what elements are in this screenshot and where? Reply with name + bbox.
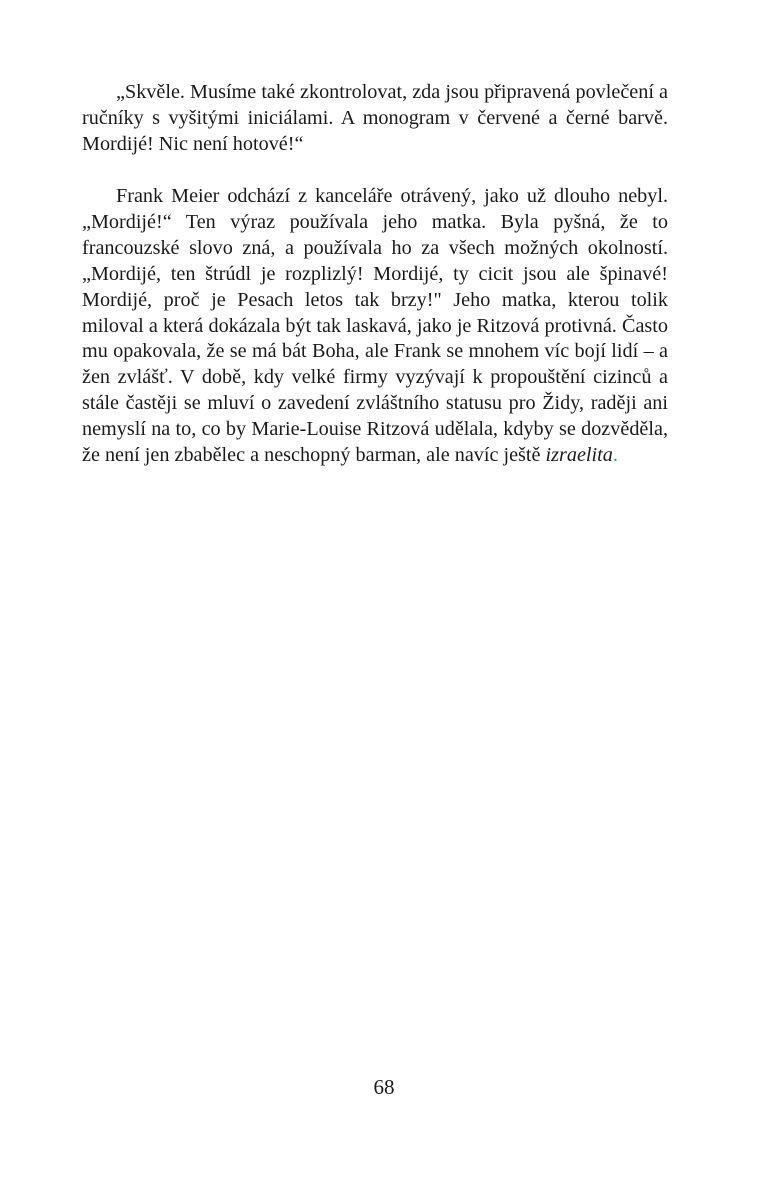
- paragraph-2-text: Frank Meier odchází z kanceláře otrávený, jako už dlouho nebyl. „Mordijé!“ Ten výraz používala jeho matka. Byla pyšná, že to francouzské slovo zná, a používala ho za všech možných okolností. „Mordijé, ten štrúdl je rozplizlý! Mordijé, ty cicit jsou ale špinavé! Mordijé, proč je Pesach letos tak brzy!" Jeho matka, kterou tolik miloval a která dokázala být tak laskavá, jako je Ritzová protivná. Často mu opakovala, že se má bát Boha, ale Frank se mnohem víc bojí lidí – a žen zvlášť. V době, kdy velké firmy vyzývají k propouštění cizinců a stále častěji se mluví o zavedení zvláštního statusu pro Židy, raději ani nemyslí na to, co by Marie-Louise Ritzová udělala, kdyby se dozvěděla, že není jen zbabělec a neschopný barman, ale navíc ještě: [82, 185, 668, 467]
- page-number: 68: [373, 1075, 395, 1099]
- paragraph-1: [82, 80, 668, 158]
- paragraph-2-trailing-dot: .: [612, 444, 618, 467]
- paragraph-2-body: [82, 184, 668, 469]
- paragraph-1-text: „Skvěle. Musíme také zkontrolovat, zda jsou připravená povlečení a ručníky s vyšitými iniciálami. A monogram v červené a černé barvě. Mordijé! Nic není hotové!“: [82, 81, 668, 155]
- paragraph-2: [82, 184, 668, 469]
- italic-word-izraelita: izraelita: [545, 444, 613, 467]
